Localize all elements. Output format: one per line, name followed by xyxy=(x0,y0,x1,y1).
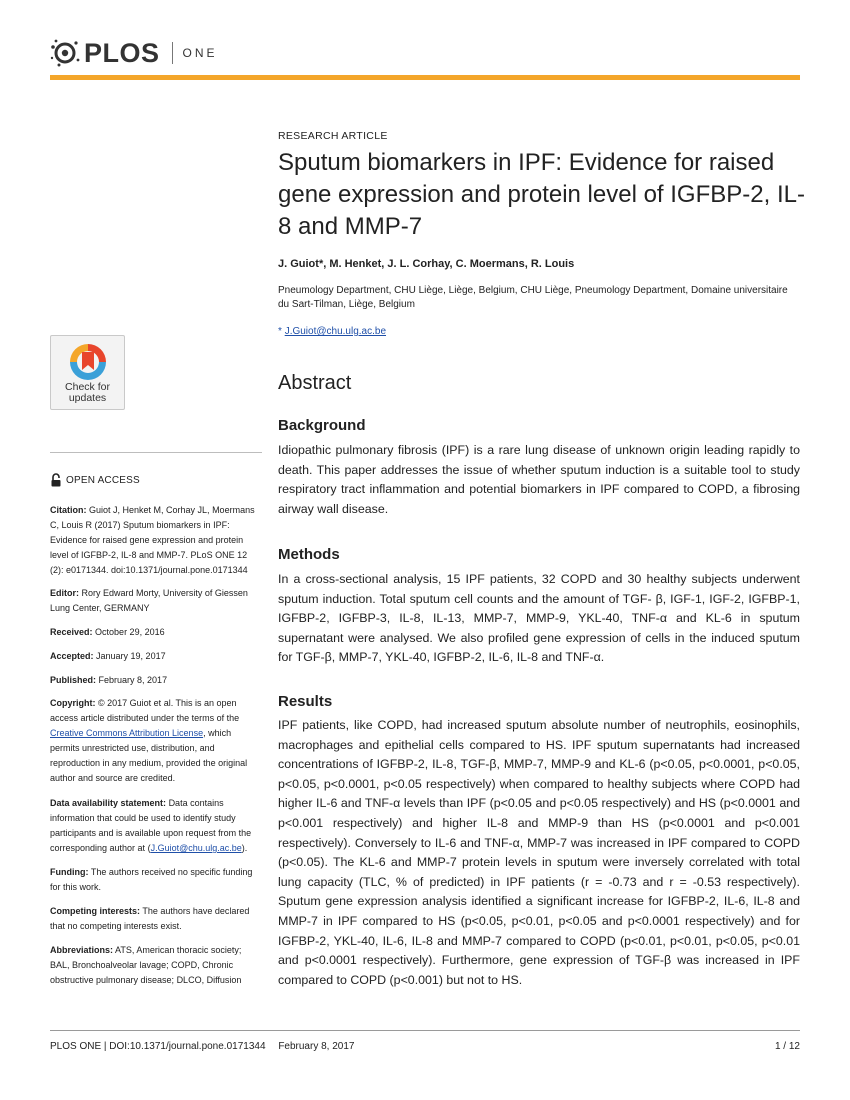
methods-text: In a cross-sectional analysis, 15 IPF patients, 32 COPD and 30 healthy subjects underwent sputum induction. Total sputum cell counts and the amount of TGF- β, IGF-1, IGF-2, IGFBP-1, IGFBP-2, IGFBP-3, IL-8, IL-13, MMP-7, MMP-9, YKL-40, TNF-α and KL-6 in sputum supernatant were analysed. We also profiled gene expression of cells in the induced sputum for TGF-β, MMP-7, YKL-40, IGFBP-2, IL-6, IL-8 and TNF-α. xyxy=(278,572,800,665)
footer-citation xyxy=(50,1041,354,1052)
competing-interests-text: The authors have declared that no competing interests exist. xyxy=(50,906,250,931)
funding-text: The authors received no specific funding for this work. xyxy=(50,867,253,892)
abbreviations-label: Abbreviations: xyxy=(50,945,114,955)
abbreviations-text: ATS, American thoracic society; BAL, Bronchoalveolar lavage; COPD, Chronic obstructive pulmonary disease; DLCO, Diffusion xyxy=(50,945,242,985)
copyright-text-2: , which permits unrestricted use, distribution, and reproduction in any medium, provided the original author and source are credited. xyxy=(50,728,248,783)
accepted-block xyxy=(50,649,262,664)
affiliation: Pneumology Department, CHU Liège, Liège, Belgium, CHU Liège, Pneumology Department, Domaine universitaire du Sart-Tilman, Liège, Belgium xyxy=(278,285,788,310)
citation-label: Citation: xyxy=(50,505,87,515)
journal-logo[interactable] xyxy=(50,38,218,68)
abbreviations-block xyxy=(50,943,262,988)
plos-logo-icon xyxy=(50,38,80,68)
data-availability-text-1: Data contains information that could be used to identify study participants and is available upon request from the corresponding author at ( xyxy=(50,798,252,853)
badge-label xyxy=(51,382,124,404)
journal-sub: ONE xyxy=(182,46,218,60)
corresponding-author xyxy=(278,326,386,337)
citation-text: Guiot J, Henket M, Corhay JL, Moermans C, Louis R (2017) Sputum biomarkers in IPF: Evidence for raised gene expression and protein level of IGFBP-2, IL-8 and MMP-7. PLoS ONE 12 (2): e0171344. doi:10.1371/journal.pone.0171344 xyxy=(50,505,255,575)
author-list: J. Guiot*, M. Henket, J. L. Corhay, C. Moermans, R. Louis xyxy=(278,258,575,270)
copyright-label: Copyright: xyxy=(50,698,96,708)
data-contact-email-link[interactable]: J.Guiot@chu.ulg.ac.be xyxy=(150,843,242,853)
accepted-label: Accepted: xyxy=(50,651,94,661)
published-block xyxy=(50,673,262,688)
editor-block xyxy=(50,586,262,616)
footer-date: February 8, 2017 xyxy=(278,1041,355,1052)
accepted-date: January 19, 2017 xyxy=(96,651,166,661)
funding-label: Funding: xyxy=(50,867,89,877)
footer-divider xyxy=(50,1030,800,1031)
abstract-heading: Abstract xyxy=(278,372,352,394)
badge-line-1: Check for xyxy=(65,381,110,393)
corresponding-marker: * xyxy=(278,326,282,337)
logo-divider xyxy=(172,42,173,64)
footer-journal-doi: PLOS ONE | DOI:10.1371/journal.pone.0171344 xyxy=(50,1041,266,1052)
data-availability-block xyxy=(50,796,262,856)
competing-interests-block xyxy=(50,904,262,934)
editor-text: Rory Edward Morty, University of Giessen Lung Center, GERMANY xyxy=(50,588,248,613)
open-lock-icon xyxy=(50,473,62,487)
background-heading: Background xyxy=(278,417,366,434)
article-type: RESEARCH ARTICLE xyxy=(278,130,388,142)
crossmark-icon xyxy=(66,342,110,382)
background-text: Idiopathic pulmonary fibrosis (IPF) is a rare lung disease of unknown origin leading rapidly to death. This paper addresses the issue of whether sputum induction is a suitable tool to study respiratory tract inflammation and potential biomarkers in IPF compared to COPD, a fibrosing airway wall disease. xyxy=(278,443,800,516)
received-label: Received: xyxy=(50,627,93,637)
data-availability-label: Data availability statement: xyxy=(50,798,167,808)
data-availability-text-2: ). xyxy=(241,843,248,853)
check-for-updates-badge[interactable] xyxy=(50,335,125,410)
open-access-text: OPEN ACCESS xyxy=(66,474,140,486)
citation-block xyxy=(50,503,262,578)
competing-interests-label: Competing interests: xyxy=(50,906,141,916)
results-heading: Results xyxy=(278,693,333,710)
sidebar-divider xyxy=(50,452,262,453)
corresponding-email-link[interactable]: J.Guiot@chu.ulg.ac.be xyxy=(284,326,387,337)
received-date: October 29, 2016 xyxy=(95,627,165,637)
editor-label: Editor: xyxy=(50,588,79,598)
page-number: 1 / 12 xyxy=(774,1041,800,1052)
copyright-block xyxy=(50,696,262,786)
header-accent-bar xyxy=(50,75,800,80)
copyright-text-1: © 2017 Guiot et al. This is an open access article distributed under the terms of the xyxy=(50,698,240,723)
journal-brand: PLOS xyxy=(84,37,160,68)
badge-line-2: updates xyxy=(68,392,107,404)
funding-block xyxy=(50,865,262,895)
article-title: Sputum biomarkers in IPF: Evidence for raised gene expression and protein level of IGFBP-2, IL-8 and MMP-7 xyxy=(278,149,805,240)
results-text: IPF patients, like COPD, had increased sputum absolute number of neutrophils, eosinophils, macrophages and epithelial cells compared to HS. IPF sputum supernatants had increased concentrations of IGFBP-2, IL-8, TGF-β, MMP-7, MMP-9 and KL-6 (p<0.05, p<0.0001, p<0.05, p<0.05, p<0.0001, p<0.05 respectively) when compared to healthy subjects where COPD had higher IL-6 and TNF-α levels than IPF (p<0.05 and p<0.05 respectively) and HS (p<0.0001 and p<0.001 respectively) and higher IL-8 and MMP-9 than HS (p<0.0001 and p<0.001 respectively). Conversely to IL-6 and TNF-α, MMP-7 was increased in IPF compared to COPD (p<0.05). The KL-6 and MMP-7 protein levels in sputum were inversely correlated with total lung capacity (TLC, % of predicted) in IPF patients (r = -0.73 and r = -0.53 respectively). Sputum gene expression analysis identified a significant increase for IGFBP-2, IL-6, IL-8 and MMP-7 in IPF compared to HS (p<0.05, p<0.01, p<0.05 and p<0.0001 respectively) and for IGFBP-2, YKL-40, IL-6, IL-8 and MMP-7 compared to COPD (p<0.01, p<0.01, p<0.05, p<0.01 and p<0.0001 respectively). Furthermore, gene expression of TGF-β was increased in IPF compared to COPD (p<0.001) but not to HS. xyxy=(278,718,800,987)
license-link[interactable]: Creative Commons Attribution License xyxy=(50,728,204,738)
published-label: Published: xyxy=(50,675,97,685)
received-block xyxy=(50,625,262,640)
published-date: February 8, 2017 xyxy=(98,675,168,685)
open-access-label xyxy=(50,473,140,487)
methods-heading: Methods xyxy=(278,546,340,563)
